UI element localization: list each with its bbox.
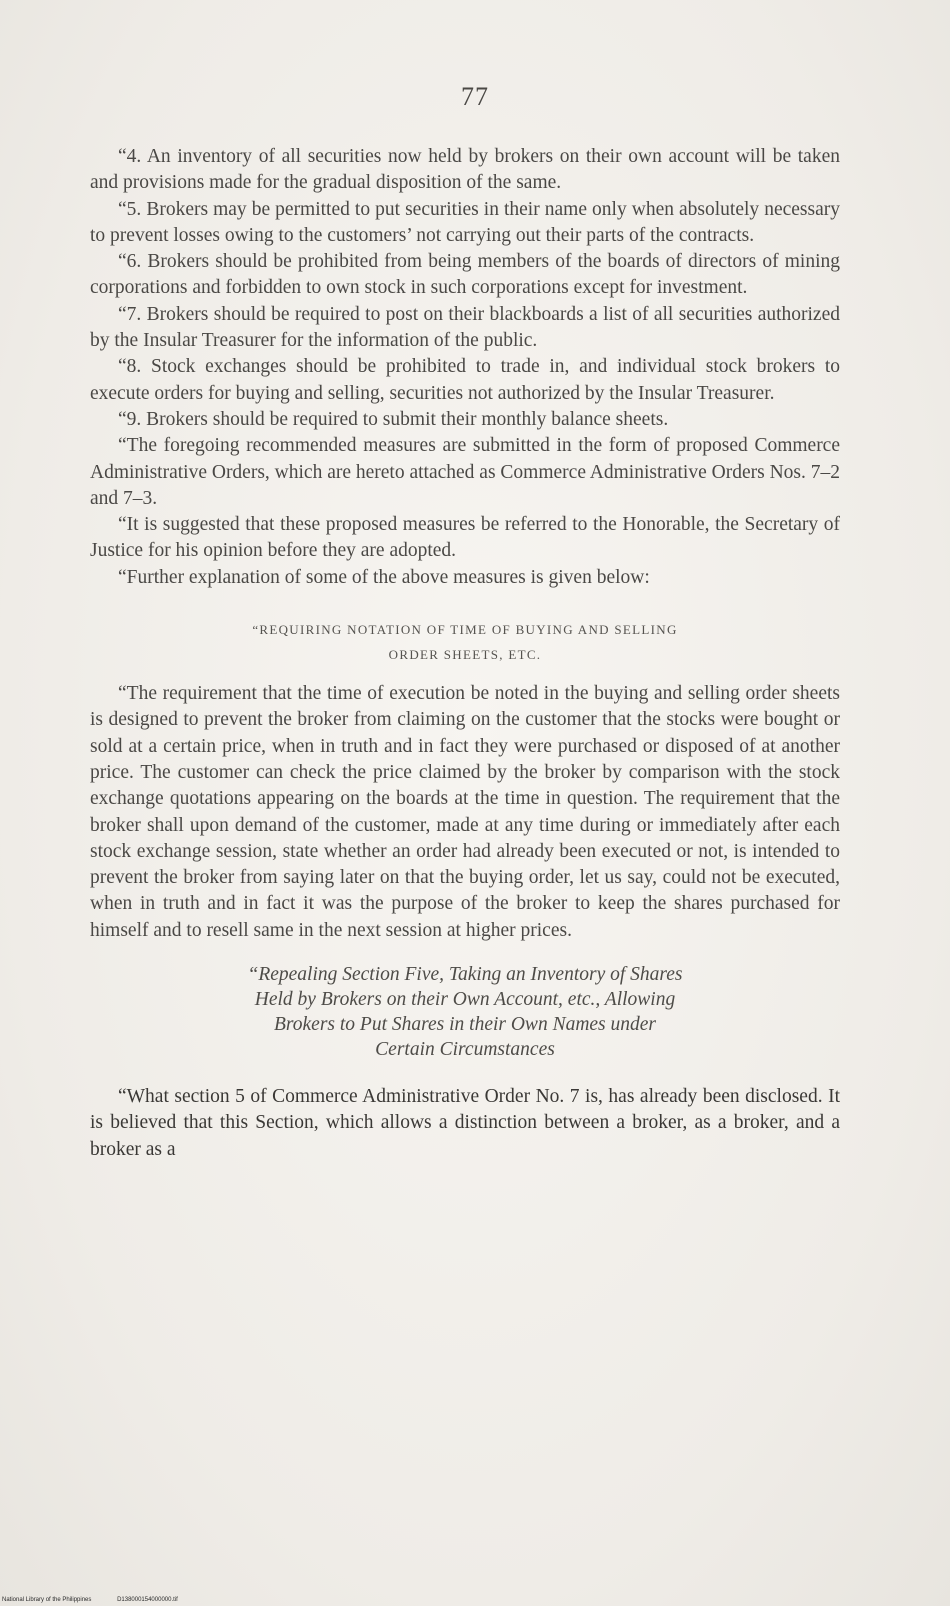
page-number: 77 bbox=[461, 82, 489, 111]
paragraph-further: “Further explanation of some of the above measures is given below: bbox=[118, 566, 650, 588]
paragraph-requirement: “The requirement that the time of execution be noted in the buying and selling order sheets is designed to prevent the broker from claiming on the customer that the stocks were bought or sold at a certain price, when in truth and in fact they were purchased or disposed of at another price. The customer can check the price claimed by the broker by comparison with the stock exchange quotations appearing on the boards at the time in question. The requirement that the broker shall upon demand of the customer, made at any time during or immediately after each stock exchange session, state whether an order had already been executed or not, is intended to prevent the broker from saying later on that the buying order, let us say, could not be executed, when in truth and in fact it was the purpose of the broker to keep the shares purchased for himself and to resell same in the next session at higher prices. bbox=[90, 683, 840, 941]
section-heading-line: ORDER SHEETS, ETC. bbox=[388, 647, 542, 663]
scan-footer bbox=[2, 1597, 202, 1603]
paragraph-item-6: “6. Brokers should be prohibited from being members of the boards of directors of mining corporations and forbidden to own stock in such corporations except for investment. bbox=[90, 251, 840, 299]
section-heading-line: Brokers to Put Shares in their Own Names under bbox=[273, 1014, 657, 1036]
paragraph-item-5: “5. Brokers may be permitted to put securities in their name only when absolutely necessary to prevent losses owing to the customers’ not carrying out their parts of the contracts. bbox=[90, 198, 840, 246]
body-text bbox=[90, 144, 840, 1163]
paragraph-item-8: “8. Stock exchanges should be prohibited to trade in, and individual stock brokers to execute orders for buying and selling, securities not authorized by the Insular Treasurer. bbox=[90, 356, 840, 404]
footer-library: National Library of the Philippines bbox=[2, 1597, 92, 1603]
paragraph-item-4: “4. An inventory of all securities now held by brokers on their own account will be taken and provisions made for the gradual disposition of the same. bbox=[90, 146, 840, 194]
paragraph-foregoing: “The foregoing recommended measures are submitted in the form of proposed Commerce Administrative Orders, which are hereto attached as Commerce Administrative Orders Nos. 7–2 and 7–3. bbox=[90, 435, 840, 509]
section-heading-notation bbox=[90, 617, 840, 667]
section-heading-line: Certain Circumstances bbox=[375, 1039, 555, 1061]
footer-code: D138000154000000.tif bbox=[117, 1597, 178, 1603]
paragraph-section-five: “What section 5 of Commerce Administrative Order No. 7 is, has already been disclosed. It is believed that this Section, which allows a distinction between a broker, as a broker, and a broker as a bbox=[90, 1086, 840, 1160]
paragraph-item-9: “9. Brokers should be required to submit their monthly balance sheets. bbox=[118, 408, 669, 430]
section-heading-repealing bbox=[90, 962, 840, 1062]
section-heading-line: “Repealing Section Five, Taking an Inventory of Shares bbox=[247, 964, 683, 986]
paragraph-suggested: “It is suggested that these proposed measures be referred to the Honorable, the Secretary of Justice for his opinion before they are adopted. bbox=[90, 514, 840, 562]
section-heading-line: “REQUIRING NOTATION OF TIME OF BUYING AND SELLING bbox=[252, 622, 678, 638]
section-heading-line: Held by Brokers on their Own Account, etc., Allowing bbox=[254, 989, 676, 1011]
paragraph-item-7: “7. Brokers should be required to post on their blackboards a list of all securities authorized by the Insular Treasurer for the information of the public. bbox=[90, 303, 840, 352]
